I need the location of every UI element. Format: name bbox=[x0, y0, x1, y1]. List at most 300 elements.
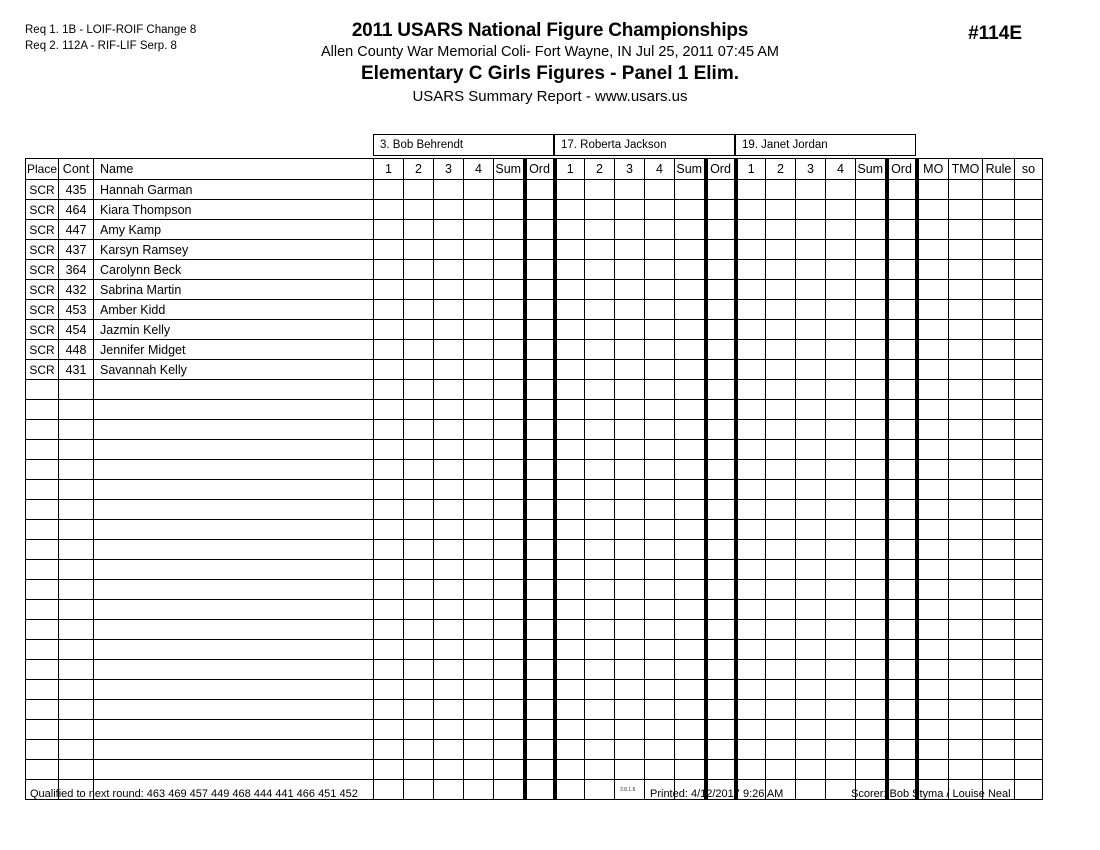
cell-j3_sum bbox=[856, 560, 887, 580]
cell-j2_3 bbox=[615, 340, 645, 360]
cell-j3_ord bbox=[887, 580, 917, 600]
cell-j1_ord bbox=[525, 480, 555, 500]
cell-rule bbox=[983, 760, 1015, 780]
cell-j1_4 bbox=[464, 520, 494, 540]
table-row-blank bbox=[26, 380, 1043, 400]
cell-j2_sum bbox=[675, 220, 706, 240]
cell-mo bbox=[917, 340, 949, 360]
cell-cont: 432 bbox=[59, 280, 94, 300]
cell-j2_ord bbox=[706, 660, 736, 680]
cell-j1_2 bbox=[404, 620, 434, 640]
cell-place: SCR bbox=[26, 240, 59, 260]
cell-j3_ord bbox=[887, 700, 917, 720]
cell-j2_sum bbox=[675, 620, 706, 640]
cell-rule bbox=[983, 180, 1015, 200]
cell-so bbox=[1015, 540, 1043, 560]
cell-j3_3 bbox=[796, 380, 826, 400]
cell-cont bbox=[59, 760, 94, 780]
cell-j2_4 bbox=[645, 560, 675, 580]
cell-tmo bbox=[949, 740, 983, 760]
cell-j2_2 bbox=[585, 680, 615, 700]
cell-j2_sum bbox=[675, 180, 706, 200]
cell-j2_ord bbox=[706, 680, 736, 700]
cell-j3_sum bbox=[856, 440, 887, 460]
cell-j2_sum bbox=[675, 360, 706, 380]
cell-j3_1 bbox=[736, 700, 766, 720]
cell-tmo bbox=[949, 180, 983, 200]
cell-j2_ord bbox=[706, 640, 736, 660]
cell-mo bbox=[917, 220, 949, 240]
cell-j3_2 bbox=[766, 420, 796, 440]
cell-name bbox=[94, 580, 374, 600]
cell-j1_ord bbox=[525, 760, 555, 780]
cell-j3_4 bbox=[826, 220, 856, 240]
cell-place bbox=[26, 480, 59, 500]
cell-rule bbox=[983, 300, 1015, 320]
cell-j3_ord bbox=[887, 240, 917, 260]
cell-cont bbox=[59, 480, 94, 500]
table-row-blank bbox=[26, 620, 1043, 640]
cell-j3_ord bbox=[887, 520, 917, 540]
cell-name bbox=[94, 600, 374, 620]
cell-name bbox=[94, 640, 374, 660]
cell-mo bbox=[917, 440, 949, 460]
judge-header-3 bbox=[735, 134, 916, 156]
cell-j1_ord bbox=[525, 620, 555, 640]
cell-j3_sum bbox=[856, 300, 887, 320]
cell-j2_1 bbox=[555, 300, 585, 320]
column-header-j1_sum: Sum bbox=[494, 159, 525, 180]
cell-rule bbox=[983, 380, 1015, 400]
cell-j3_1 bbox=[736, 320, 766, 340]
cell-j2_ord bbox=[706, 260, 736, 280]
table-row-blank bbox=[26, 420, 1043, 440]
cell-j3_2 bbox=[766, 180, 796, 200]
cell-j2_4 bbox=[645, 300, 675, 320]
cell-tmo bbox=[949, 440, 983, 460]
table-row bbox=[26, 200, 1043, 220]
cell-j1_ord bbox=[525, 400, 555, 420]
table-row bbox=[26, 300, 1043, 320]
cell-j3_2 bbox=[766, 740, 796, 760]
title-block bbox=[0, 20, 1100, 108]
cell-name bbox=[94, 560, 374, 580]
cell-j1_1 bbox=[374, 720, 404, 740]
cell-j1_4 bbox=[464, 480, 494, 500]
cell-so bbox=[1015, 640, 1043, 660]
cell-j3_sum bbox=[856, 460, 887, 480]
cell-j1_sum bbox=[494, 240, 525, 260]
cell-j2_ord bbox=[706, 240, 736, 260]
cell-mo bbox=[917, 180, 949, 200]
cell-j1_4 bbox=[464, 380, 494, 400]
cell-j1_3 bbox=[434, 240, 464, 260]
cell-j2_1 bbox=[555, 360, 585, 380]
cell-j3_2 bbox=[766, 580, 796, 600]
cell-j1_sum bbox=[494, 680, 525, 700]
cell-j3_2 bbox=[766, 500, 796, 520]
cell-j3_4 bbox=[826, 700, 856, 720]
cell-mo bbox=[917, 620, 949, 640]
event-number: #114E bbox=[968, 23, 1022, 44]
cell-j2_1 bbox=[555, 620, 585, 640]
cell-j3_1 bbox=[736, 300, 766, 320]
cell-j2_1 bbox=[555, 700, 585, 720]
cell-j2_1 bbox=[555, 600, 585, 620]
cell-tmo bbox=[949, 720, 983, 740]
cell-so bbox=[1015, 620, 1043, 640]
cell-j3_1 bbox=[736, 720, 766, 740]
table-row-blank bbox=[26, 580, 1043, 600]
cell-j3_4 bbox=[826, 520, 856, 540]
cell-name bbox=[94, 500, 374, 520]
cell-name bbox=[94, 460, 374, 480]
column-header-j2_sum: Sum bbox=[675, 159, 706, 180]
cell-j3_sum bbox=[856, 240, 887, 260]
cell-j1_ord bbox=[525, 280, 555, 300]
cell-cont bbox=[59, 600, 94, 620]
cell-place bbox=[26, 460, 59, 480]
cell-j2_ord bbox=[706, 700, 736, 720]
table-row bbox=[26, 280, 1043, 300]
cell-name: Jennifer Midget bbox=[94, 340, 374, 360]
cell-rule bbox=[983, 700, 1015, 720]
cell-j1_1 bbox=[374, 500, 404, 520]
version-stamp: 3.8.1.8 bbox=[620, 787, 636, 793]
cell-j3_sum bbox=[856, 740, 887, 760]
cell-j2_3 bbox=[615, 320, 645, 340]
cell-mo bbox=[917, 700, 949, 720]
cell-j1_3 bbox=[434, 640, 464, 660]
grid-header-row bbox=[26, 159, 1043, 180]
cell-j3_2 bbox=[766, 300, 796, 320]
cell-j2_4 bbox=[645, 500, 675, 520]
cell-rule bbox=[983, 220, 1015, 240]
cell-j3_3 bbox=[796, 400, 826, 420]
cell-cont: 453 bbox=[59, 300, 94, 320]
cell-j3_1 bbox=[736, 500, 766, 520]
cell-j3_4 bbox=[826, 240, 856, 260]
cell-j1_2 bbox=[404, 560, 434, 580]
cell-j1_4 bbox=[464, 740, 494, 760]
cell-j3_sum bbox=[856, 320, 887, 340]
cell-mo bbox=[917, 740, 949, 760]
cell-j3_3 bbox=[796, 540, 826, 560]
cell-j1_1 bbox=[374, 480, 404, 500]
cell-rule bbox=[983, 500, 1015, 520]
cell-cont bbox=[59, 540, 94, 560]
cell-j2_3 bbox=[615, 240, 645, 260]
cell-rule bbox=[983, 360, 1015, 380]
cell-j3_ord bbox=[887, 220, 917, 240]
cell-name: Amber Kidd bbox=[94, 300, 374, 320]
cell-j2_1 bbox=[555, 460, 585, 480]
cell-j1_4 bbox=[464, 440, 494, 460]
cell-j1_3 bbox=[434, 560, 464, 580]
column-header-j3_1: 1 bbox=[736, 159, 766, 180]
cell-j1_2 bbox=[404, 480, 434, 500]
cell-j2_2 bbox=[585, 440, 615, 460]
cell-j3_1 bbox=[736, 460, 766, 480]
cell-name: Karsyn Ramsey bbox=[94, 240, 374, 260]
cell-j1_ord bbox=[525, 440, 555, 460]
cell-so bbox=[1015, 700, 1043, 720]
cell-j1_ord bbox=[525, 220, 555, 240]
cell-j3_2 bbox=[766, 320, 796, 340]
cell-place bbox=[26, 720, 59, 740]
cell-j1_3 bbox=[434, 740, 464, 760]
cell-j3_3 bbox=[796, 260, 826, 280]
grid-body bbox=[26, 180, 1043, 800]
cell-name bbox=[94, 660, 374, 680]
cell-j3_2 bbox=[766, 400, 796, 420]
cell-name bbox=[94, 540, 374, 560]
cell-tmo bbox=[949, 620, 983, 640]
printed-stamp: Printed: 4/12/2017 9:26 AM bbox=[650, 788, 784, 800]
column-header-j1_4: 4 bbox=[464, 159, 494, 180]
cell-j1_3 bbox=[434, 380, 464, 400]
cell-j2_3 bbox=[615, 640, 645, 660]
cell-j1_ord bbox=[525, 380, 555, 400]
cell-j2_4 bbox=[645, 740, 675, 760]
cell-j1_1 bbox=[374, 320, 404, 340]
column-header-so: so bbox=[1015, 159, 1043, 180]
cell-mo bbox=[917, 640, 949, 660]
cell-j1_4 bbox=[464, 720, 494, 740]
cell-cont: 435 bbox=[59, 180, 94, 200]
cell-cont bbox=[59, 440, 94, 460]
cell-j3_2 bbox=[766, 760, 796, 780]
cell-j1_4 bbox=[464, 760, 494, 780]
column-header-j3_sum: Sum bbox=[856, 159, 887, 180]
cell-so bbox=[1015, 360, 1043, 380]
cell-j3_3 bbox=[796, 720, 826, 740]
cell-j1_1 bbox=[374, 700, 404, 720]
cell-name bbox=[94, 400, 374, 420]
cell-j2_1 bbox=[555, 380, 585, 400]
cell-j2_ord bbox=[706, 540, 736, 560]
cell-j1_ord bbox=[525, 340, 555, 360]
cell-j2_ord bbox=[706, 720, 736, 740]
cell-j1_1 bbox=[374, 240, 404, 260]
cell-j1_3 bbox=[434, 400, 464, 420]
column-header-mo: MO bbox=[917, 159, 949, 180]
cell-j2_1 bbox=[555, 680, 585, 700]
cell-j2_ord bbox=[706, 600, 736, 620]
cell-j1_sum bbox=[494, 380, 525, 400]
cell-j3_sum bbox=[856, 220, 887, 240]
cell-j3_ord bbox=[887, 620, 917, 640]
cell-j2_1 bbox=[555, 320, 585, 340]
cell-j1_ord bbox=[525, 660, 555, 680]
cell-j1_4 bbox=[464, 640, 494, 660]
cell-so bbox=[1015, 660, 1043, 680]
cell-j1_4 bbox=[464, 280, 494, 300]
cell-j1_1 bbox=[374, 660, 404, 680]
cell-tmo bbox=[949, 260, 983, 280]
cell-j1_3 bbox=[434, 180, 464, 200]
cell-j3_ord bbox=[887, 600, 917, 620]
cell-place bbox=[26, 420, 59, 440]
cell-j3_2 bbox=[766, 520, 796, 540]
cell-cont bbox=[59, 620, 94, 640]
cell-j3_3 bbox=[796, 300, 826, 320]
cell-j2_sum bbox=[675, 580, 706, 600]
cell-j2_4 bbox=[645, 380, 675, 400]
cell-j1_sum bbox=[494, 400, 525, 420]
table-row-blank bbox=[26, 700, 1043, 720]
cell-j3_1 bbox=[736, 640, 766, 660]
cell-j2_ord bbox=[706, 580, 736, 600]
cell-name: Amy Kamp bbox=[94, 220, 374, 240]
cell-rule bbox=[983, 560, 1015, 580]
cell-rule bbox=[983, 680, 1015, 700]
cell-j3_ord bbox=[887, 640, 917, 660]
cell-j3_2 bbox=[766, 220, 796, 240]
cell-j3_ord bbox=[887, 740, 917, 760]
cell-j2_1 bbox=[555, 180, 585, 200]
cell-j2_1 bbox=[555, 560, 585, 580]
judge-name-3: 19. Janet Jordan bbox=[742, 139, 828, 151]
cell-j2_4 bbox=[645, 580, 675, 600]
cell-rule bbox=[983, 740, 1015, 760]
cell-j2_3 bbox=[615, 560, 645, 580]
cell-j1_4 bbox=[464, 500, 494, 520]
column-header-tmo: TMO bbox=[949, 159, 983, 180]
cell-j3_ord bbox=[887, 280, 917, 300]
table-row bbox=[26, 320, 1043, 340]
cell-j1_3 bbox=[434, 680, 464, 700]
table-row bbox=[26, 340, 1043, 360]
cell-mo bbox=[917, 280, 949, 300]
cell-j2_sum bbox=[675, 340, 706, 360]
cell-j3_1 bbox=[736, 540, 766, 560]
cell-j2_1 bbox=[555, 540, 585, 560]
cell-j3_4 bbox=[826, 440, 856, 460]
cell-j2_4 bbox=[645, 320, 675, 340]
cell-tmo bbox=[949, 680, 983, 700]
table-row-blank bbox=[26, 500, 1043, 520]
cell-j2_4 bbox=[645, 680, 675, 700]
judge-name-2: 17. Roberta Jackson bbox=[561, 139, 667, 151]
cell-j3_4 bbox=[826, 660, 856, 680]
cell-j2_3 bbox=[615, 760, 645, 780]
cell-name: Kiara Thompson bbox=[94, 200, 374, 220]
requirement-line-2: Req 2. 112A - RIF-LIF Serp. 8 bbox=[25, 40, 177, 52]
cell-rule bbox=[983, 580, 1015, 600]
cell-j1_sum bbox=[494, 700, 525, 720]
cell-j1_2 bbox=[404, 200, 434, 220]
cell-name bbox=[94, 620, 374, 640]
cell-j2_4 bbox=[645, 660, 675, 680]
column-header-cont: Cont bbox=[59, 159, 94, 180]
cell-j2_4 bbox=[645, 720, 675, 740]
cell-mo bbox=[917, 320, 949, 340]
cell-j1_4 bbox=[464, 360, 494, 380]
cell-rule bbox=[983, 320, 1015, 340]
cell-j3_ord bbox=[887, 540, 917, 560]
cell-j3_3 bbox=[796, 520, 826, 540]
table-row-blank bbox=[26, 520, 1043, 540]
cell-so bbox=[1015, 200, 1043, 220]
cell-j1_sum bbox=[494, 500, 525, 520]
cell-j3_3 bbox=[796, 440, 826, 460]
cell-j1_2 bbox=[404, 520, 434, 540]
table-row bbox=[26, 240, 1043, 260]
cell-j2_ord bbox=[706, 320, 736, 340]
table-row-blank bbox=[26, 660, 1043, 680]
cell-rule bbox=[983, 440, 1015, 460]
cell-j2_1 bbox=[555, 400, 585, 420]
cell-j2_1 bbox=[555, 240, 585, 260]
cell-j2_2 bbox=[585, 240, 615, 260]
cell-so bbox=[1015, 300, 1043, 320]
cell-j2_ord bbox=[706, 420, 736, 440]
cell-j1_ord bbox=[525, 720, 555, 740]
cell-j1_1 bbox=[374, 260, 404, 280]
cell-tmo bbox=[949, 600, 983, 620]
table-row bbox=[26, 260, 1043, 280]
cell-tmo bbox=[949, 500, 983, 520]
cell-j2_ord bbox=[706, 460, 736, 480]
column-header-j1_3: 3 bbox=[434, 159, 464, 180]
cell-j3_1 bbox=[736, 200, 766, 220]
cell-j2_1 bbox=[555, 260, 585, 280]
cell-j3_3 bbox=[796, 200, 826, 220]
table-row-blank bbox=[26, 720, 1043, 740]
cell-j2_sum bbox=[675, 440, 706, 460]
cell-place bbox=[26, 640, 59, 660]
cell-mo bbox=[917, 580, 949, 600]
cell-j2_3 bbox=[615, 540, 645, 560]
cell-j1_sum bbox=[494, 640, 525, 660]
cell-j3_1 bbox=[736, 680, 766, 700]
cell-j2_ord bbox=[706, 480, 736, 500]
cell-j3_sum bbox=[856, 260, 887, 280]
cell-j1_1 bbox=[374, 560, 404, 580]
cell-j3_2 bbox=[766, 540, 796, 560]
cell-j2_2 bbox=[585, 660, 615, 680]
cell-so bbox=[1015, 280, 1043, 300]
cell-j3_2 bbox=[766, 480, 796, 500]
cell-j3_4 bbox=[826, 300, 856, 320]
cell-j1_1 bbox=[374, 360, 404, 380]
column-header-j3_2: 2 bbox=[766, 159, 796, 180]
cell-j3_1 bbox=[736, 380, 766, 400]
cell-j2_2 bbox=[585, 220, 615, 240]
cell-name bbox=[94, 680, 374, 700]
cell-j3_ord bbox=[887, 260, 917, 280]
cell-j1_4 bbox=[464, 200, 494, 220]
cell-j2_2 bbox=[585, 280, 615, 300]
cell-j1_ord bbox=[525, 300, 555, 320]
cell-j1_sum bbox=[494, 300, 525, 320]
cell-j3_ord bbox=[887, 500, 917, 520]
cell-so bbox=[1015, 720, 1043, 740]
cell-j3_2 bbox=[766, 280, 796, 300]
cell-j2_3 bbox=[615, 400, 645, 420]
cell-j3_4 bbox=[826, 540, 856, 560]
cell-j3_sum bbox=[856, 360, 887, 380]
cell-j2_4 bbox=[645, 640, 675, 660]
cell-j1_ord bbox=[525, 640, 555, 660]
cell-so bbox=[1015, 260, 1043, 280]
cell-name: Hannah Garman bbox=[94, 180, 374, 200]
cell-j2_4 bbox=[645, 280, 675, 300]
cell-mo bbox=[917, 420, 949, 440]
cell-j1_4 bbox=[464, 580, 494, 600]
cell-j1_sum bbox=[494, 440, 525, 460]
